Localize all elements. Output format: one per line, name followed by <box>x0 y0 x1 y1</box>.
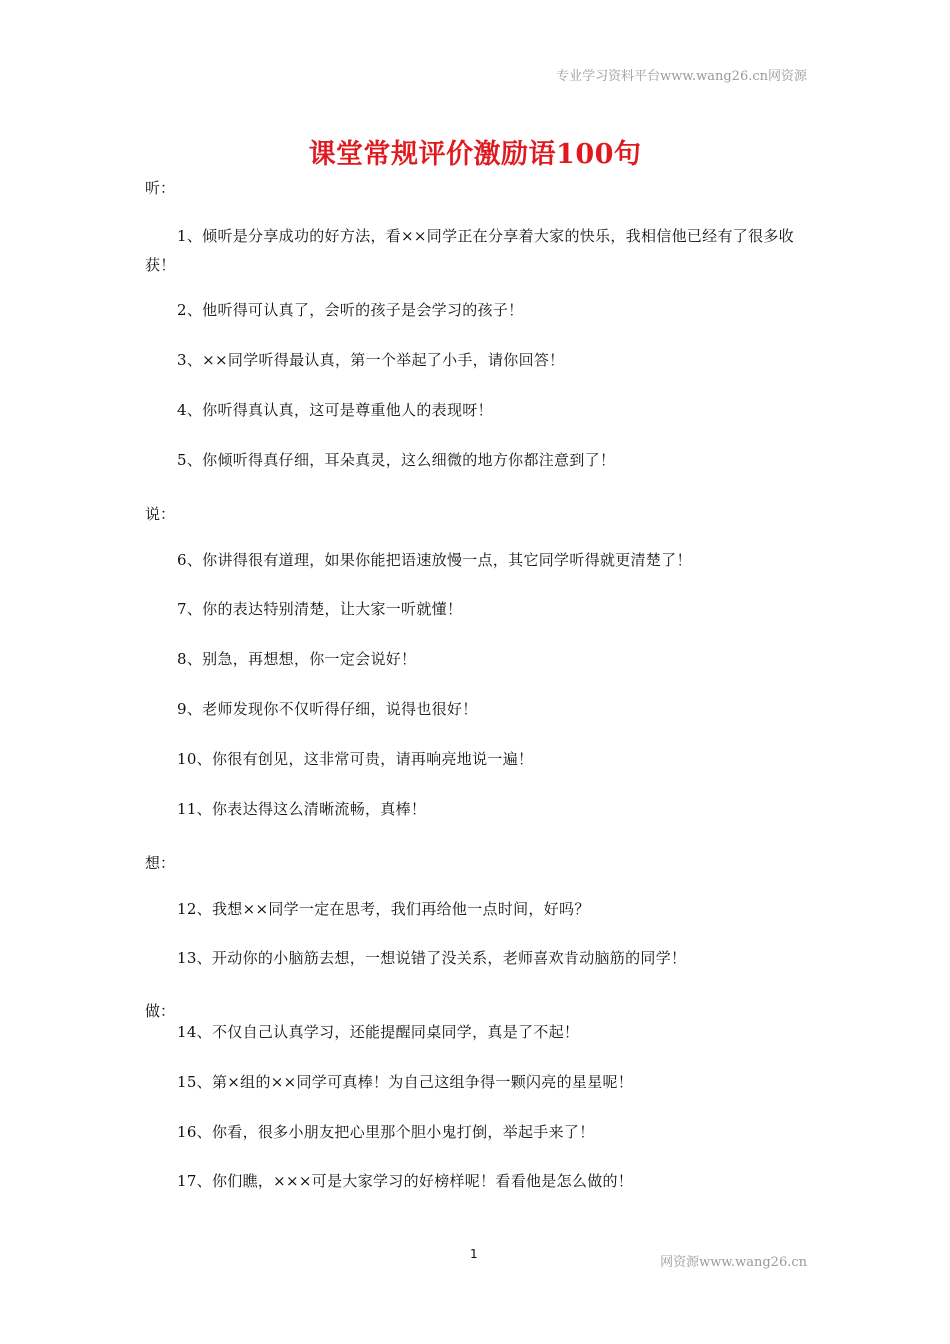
section-label-do: 做： <box>145 1002 176 1020</box>
section-label-speak: 说： <box>145 505 176 523</box>
list-item: 16、你看，很多小朋友把心里那个胆小鬼打倒，举起手来了！ <box>177 1123 595 1141</box>
list-item: 13、开动你的小脑筋去想，一想说错了没关系，老师喜欢肯动脑筋的同学！ <box>177 949 687 967</box>
list-item: 2、他听得可认真了，会听的孩子是会学习的孩子！ <box>177 301 524 319</box>
section-label-listen: 听： <box>145 179 176 197</box>
list-item: 10、你很有创见，这非常可贵，请再响亮地说一遍！ <box>177 750 534 768</box>
list-item: 7、你的表达特别清楚，让大家一听就懂！ <box>177 600 463 618</box>
page-number: 1 <box>470 1247 478 1261</box>
list-item: 14、不仅自己认真学习，还能提醒同桌同学，真是了不起！ <box>177 1023 580 1041</box>
list-item: 8、别急，再想想，你一定会说好！ <box>177 650 417 668</box>
list-item: 11、你表达得这么清晰流畅，真棒！ <box>177 800 427 818</box>
list-item: 15、第×组的××同学可真棒！为自己这组争得一颗闪亮的星星呢！ <box>177 1073 634 1091</box>
header-watermark: 专业学习资料平台www.wang26.cn网资源 <box>556 69 807 84</box>
list-item: 6、你讲得很有道理，如果你能把语速放慢一点，其它同学听得就更清楚了！ <box>177 551 692 569</box>
list-item: 17、你们瞧，×××可是大家学习的好榜样呢！看看他是怎么做的！ <box>177 1172 634 1190</box>
list-item: 5、你倾听得真仔细，耳朵真灵，这么细微的地方你都注意到了！ <box>177 451 616 469</box>
list-item: 3、××同学听得最认真，第一个举起了小手，请你回答！ <box>177 351 565 369</box>
section-label-think: 想： <box>145 854 176 872</box>
footer-watermark: 网资源www.wang26.cn <box>660 1255 807 1270</box>
list-item: 12、我想××同学一定在思考，我们再给他一点时间，好吗？ <box>177 900 590 918</box>
page-title: 课堂常规评价激励语100句 <box>308 139 642 170</box>
list-item: 9、老师发现你不仅听得仔细，说得也很好！ <box>177 700 478 718</box>
list-item: 1、倾听是分享成功的好方法，看××同学正在分享着大家的快乐，我相信他已经有了很多收获！ <box>145 227 794 274</box>
list-item: 4、你听得真认真，这可是尊重他人的表现呀！ <box>177 401 493 419</box>
